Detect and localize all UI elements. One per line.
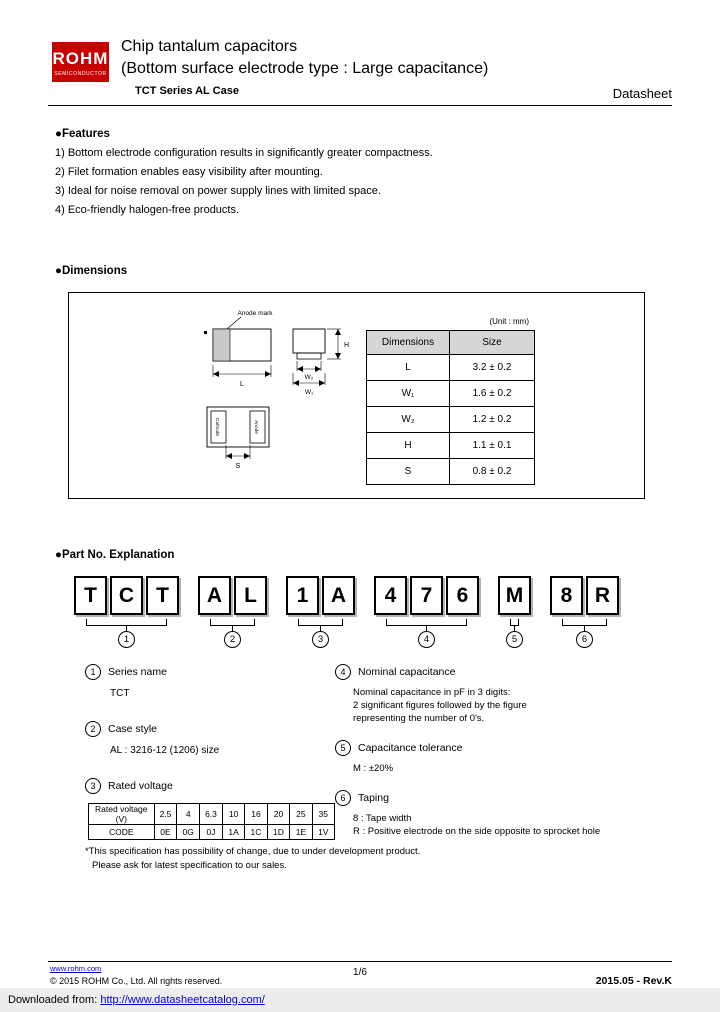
feature-item: 4) Eco-friendly halogen-free products. <box>55 204 240 216</box>
explanation-case-style <box>85 721 335 758</box>
rohm-logo-subtext: SEMICONDUCTOR <box>54 71 107 77</box>
anode-label: Anode <box>253 420 258 434</box>
dimensions-figure-box <box>68 292 645 499</box>
pn-group-number: 4 <box>418 631 435 648</box>
dimensions-section <box>55 265 645 499</box>
voltage-value: 2.5 <box>154 804 177 825</box>
dimensions-diagram <box>187 305 362 493</box>
series-subtitle: TCT Series AL Case <box>135 85 239 97</box>
anode-mark-label: Anode mark <box>237 310 273 317</box>
explanation-body-line: 8 : Tape width <box>353 813 412 824</box>
dim-value: 0.8 ± 0.2 <box>450 459 535 485</box>
explanation-title: Nominal capacitance <box>358 666 456 678</box>
unit-note: (Unit : mm) <box>489 317 529 326</box>
col-header-dimensions: Dimensions <box>367 331 450 355</box>
voltage-value: 20 <box>267 804 290 825</box>
pn-char-box: A <box>322 576 355 615</box>
revision-label: 2015.05 - Rev.K <box>595 975 672 987</box>
voltage-value: 35 <box>312 804 334 825</box>
table-row <box>367 433 535 459</box>
rohm-website-link[interactable]: www.rohm.com <box>50 964 102 973</box>
note-line: *This specification has possibility of change, due to under development product. <box>85 846 421 857</box>
part-no-heading: ●Part No. Explanation <box>55 549 175 561</box>
explanation-title: Taping <box>358 792 389 804</box>
voltage-row-label: Rated voltage (V) <box>89 804 155 825</box>
explanation-rated-voltage <box>85 778 335 840</box>
pn-bracket <box>210 619 255 626</box>
pn-char-box: 4 <box>374 576 407 615</box>
dim-value: 1.6 ± 0.2 <box>450 381 535 407</box>
code-value: 1D <box>267 825 290 840</box>
pn-bracket <box>386 619 467 626</box>
title-block <box>121 36 488 97</box>
voltage-value: 6.3 <box>200 804 223 825</box>
end-view-terminal <box>297 353 321 359</box>
circled-number: 4 <box>335 664 351 680</box>
table-row <box>367 407 535 433</box>
pn-char-box: T <box>74 576 107 615</box>
pn-group-tolerance <box>498 576 531 648</box>
pn-char-box: T <box>146 576 179 615</box>
page-title-line1: Chip tantalum capacitors <box>121 38 298 55</box>
dim-label-w2: W₂ <box>304 374 314 381</box>
page-number: 1/6 <box>353 967 367 978</box>
circled-number: 1 <box>85 664 101 680</box>
dimensions-table-header-row <box>367 331 535 355</box>
circled-number: 2 <box>85 721 101 737</box>
pn-char-box: M <box>498 576 531 615</box>
pn-group-number: 1 <box>118 631 135 648</box>
pn-char-box: C <box>110 576 143 615</box>
pn-group-taping <box>550 576 619 648</box>
dim-name: H <box>367 433 450 459</box>
pn-bracket <box>510 619 519 626</box>
table-row <box>367 381 535 407</box>
dim-name: L <box>367 355 450 381</box>
code-row-label: CODE <box>89 825 155 840</box>
header-divider <box>48 105 672 106</box>
pn-char-box: A <box>198 576 231 615</box>
pn-bracket <box>298 619 343 626</box>
dimensions-table <box>366 330 535 485</box>
voltage-code-table <box>88 803 335 840</box>
table-row <box>89 804 335 825</box>
explanation-body-line: R : Positive electrode on the side opposite to sprocket hole <box>353 826 601 837</box>
feature-item: 3) Ideal for noise removal on power supply lines with limited space. <box>55 185 381 197</box>
circled-number: 3 <box>85 778 101 794</box>
table-row <box>367 355 535 381</box>
specification-note <box>85 845 420 873</box>
explanation-title: Case style <box>108 723 158 735</box>
dim-value: 1.1 ± 0.1 <box>450 433 535 459</box>
pn-group-series <box>74 576 179 648</box>
explanations-right-column <box>335 664 667 860</box>
circled-number: 6 <box>335 790 351 806</box>
code-value: 0E <box>154 825 177 840</box>
explanation-body-line: 2 significant figures followed by the figure <box>353 700 527 711</box>
dim-value: 1.2 ± 0.2 <box>450 407 535 433</box>
code-value: 0J <box>200 825 223 840</box>
dim-label-w1: W₁ <box>304 389 314 396</box>
pn-char-box: R <box>586 576 619 615</box>
pn-char-box: L <box>234 576 267 615</box>
voltage-value: 4 <box>177 804 200 825</box>
explanation-body: M : ±20% <box>353 763 394 774</box>
footer-divider <box>48 961 672 962</box>
explanation-series-name <box>85 664 335 701</box>
pn-char-box: 1 <box>286 576 319 615</box>
features-heading: ●Features <box>55 128 110 140</box>
anode-mark-band <box>213 329 230 361</box>
pn-group-number: 6 <box>576 631 593 648</box>
explanation-title: Capacitance tolerance <box>358 742 463 754</box>
explanation-nominal-capacitance <box>335 664 667 725</box>
rohm-logo <box>52 42 109 82</box>
feature-item: 2) Filet formation enables easy visibility after mounting. <box>55 166 323 178</box>
code-value: 0G <box>177 825 200 840</box>
pn-group-number: 3 <box>312 631 329 648</box>
datasheet-label: Datasheet <box>612 86 672 101</box>
explanations-left-column <box>85 664 335 860</box>
explanation-body: TCT <box>110 688 130 699</box>
explanation-title: Series name <box>108 666 167 678</box>
part-no-section <box>55 549 667 860</box>
page-title-line2: (Bottom surface electrode type : Large capacitance) <box>121 60 489 77</box>
circled-number: 5 <box>335 740 351 756</box>
code-value: 1A <box>222 825 244 840</box>
pn-char-box: 8 <box>550 576 583 615</box>
download-source-line <box>8 994 265 1006</box>
dim-label-s: S <box>235 463 241 470</box>
explanation-taping <box>335 790 667 838</box>
dim-label-l: L <box>240 381 244 388</box>
dimensions-heading: ●Dimensions <box>55 265 128 277</box>
pn-group-case <box>198 576 267 648</box>
pn-group-number: 2 <box>224 631 241 648</box>
dim-name: S <box>367 459 450 485</box>
voltage-value: 16 <box>245 804 268 825</box>
voltage-value: 10 <box>222 804 244 825</box>
pn-group-number: 5 <box>506 631 523 648</box>
code-value: 1E <box>290 825 312 840</box>
features-section <box>55 128 433 216</box>
pn-group-voltage <box>286 576 355 648</box>
dim-name: W₂ <box>367 407 450 433</box>
dim-value: 3.2 ± 0.2 <box>450 355 535 381</box>
part-number-breakdown <box>74 576 667 648</box>
polarity-dot <box>204 331 207 334</box>
rohm-logo-text: ROHM <box>52 49 109 68</box>
pn-bracket <box>562 619 607 626</box>
explanation-capacitance-tolerance <box>335 740 667 775</box>
code-value: 1C <box>245 825 268 840</box>
explanation-title: Rated voltage <box>108 780 173 792</box>
voltage-value: 25 <box>290 804 312 825</box>
note-line: Please ask for latest specification to our sales. <box>92 860 287 871</box>
pn-group-capacitance <box>374 576 479 648</box>
explanations <box>55 664 667 860</box>
explanation-body-line: representing the number of 0's. <box>353 713 485 724</box>
dim-label-h: H <box>344 342 350 349</box>
feature-item: 1) Bottom electrode configuration results in significantly greater compactness. <box>55 147 433 159</box>
datasheetcatalog-link[interactable]: http://www.datasheetcatalog.com/ <box>100 994 265 1006</box>
download-prefix: Downloaded from: <box>8 994 101 1006</box>
pn-char-box: 7 <box>410 576 443 615</box>
pn-bracket <box>86 619 167 626</box>
explanation-body: AL : 3216-12 (1206) size <box>110 745 220 756</box>
cathode-label: Cathode <box>214 417 219 437</box>
copyright-text: © 2015 ROHM Co., Ltd. All rights reserved. <box>50 976 223 986</box>
pn-char-box: 6 <box>446 576 479 615</box>
table-row <box>89 825 335 840</box>
col-header-size: Size <box>450 331 535 355</box>
code-value: 1V <box>312 825 334 840</box>
dim-name: W₁ <box>367 381 450 407</box>
end-view-body <box>293 329 325 353</box>
explanation-body-line: Nominal capacitance in pF in 3 digits: <box>353 687 511 698</box>
table-row <box>367 459 535 485</box>
